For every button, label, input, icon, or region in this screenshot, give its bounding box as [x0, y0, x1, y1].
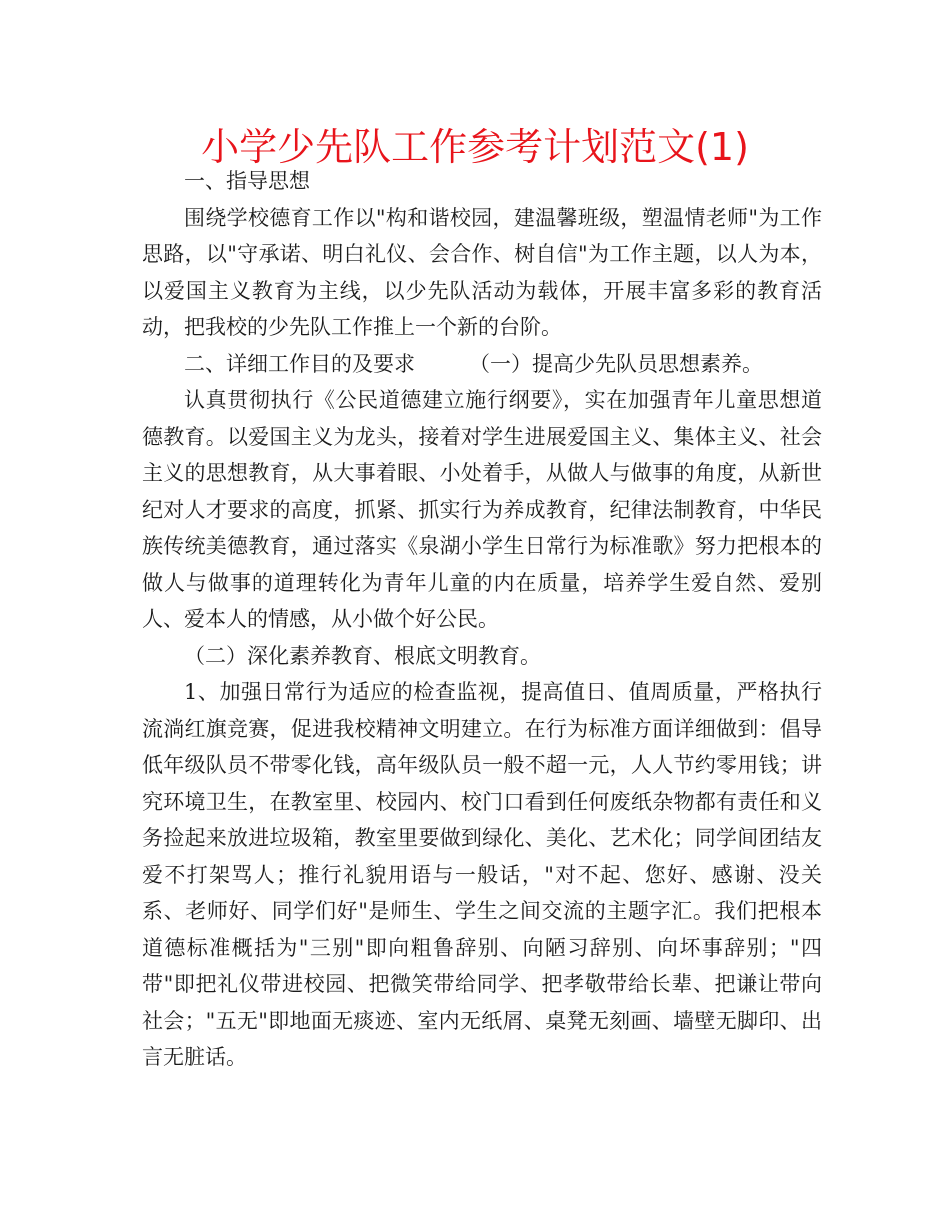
subheading-ideology: （一）提高少先队员思想素养。 [469, 351, 763, 376]
subheading-civilization: （二）深化素养教育、根底文明教育。 [184, 643, 541, 668]
paragraph-guiding-thought: 围绕学校德育工作以"构和谐校园，建温馨班级，塑温情老师"为工作思路，以"守承诺、明白礼仪、会合作、树自信"为工作主题，以人为本，以爱国主义教育为主线，以少先队活动为载体，开展丰富多彩的教育活动，把我校的少先队工作推上一个新的台阶。 [142, 205, 822, 339]
section-heading-guiding-thought: 一、指导思想 [184, 169, 310, 193]
document-body [142, 163, 822, 1076]
goals-heading-text: 二、详细工作目的及要求 [184, 351, 415, 376]
paragraph-ideology: 认真贯彻执行《公民道德建立施行纲要》，实在加强青年儿童思想道德教育。以爱国主义为龙头，接着对学生进展爱国主义、集体主义、社会主义的思想教育，从大事着眼、小处着手，从做人与做事的角度，从新世纪对人才要求的高度，抓紧、抓实行为养成教育，纪律法制教育，中华民族传统美德教育，通过落实《泉湖小学生日常行为标准歌》努力把根本的做人与做事的道理转化为青年儿童的内在质量，培养学生爱自然、爱别人、爱本人的情感，从小做个好公民。 [142, 388, 822, 631]
document-title: 小学少先队工作参考计划范文(1) [201, 125, 749, 169]
paragraph-daily-behavior: 1、加强日常行为适应的检查监视，提高值日、值周质量，严格执行流淌红旗竞赛，促进我校精神文明建立。在行为标准方面详细做到：倡导低年级队员不带零化钱，高年级队员一般不超一元，人人节约零用钱；讲究环境卫生，在教室里、校园内、校门口看到任何废纸杂物都有责任和义务捡起来放进垃圾箱，教室里要做到绿化、美化、艺术化；同学间团结友爱不打架骂人；推行礼貌用语与一般话，"对不起、您好、感谢、没关系、老师好、同学们好"是师生、学生之间交流的主题字汇。我们把根本道德标准概括为"三别"即向粗鲁辞别、向陋习辞别、向坏事辞别；"四带"即把礼仪带进校园、把微笑带给同学、把孝敬带给长辈、把谦让带向社会；"五无"即地面无痰迹、室内无纸屑、桌凳无刻画、墙壁无脚印、出言无脏话。 [142, 680, 822, 1069]
section-heading-goals [142, 346, 822, 383]
